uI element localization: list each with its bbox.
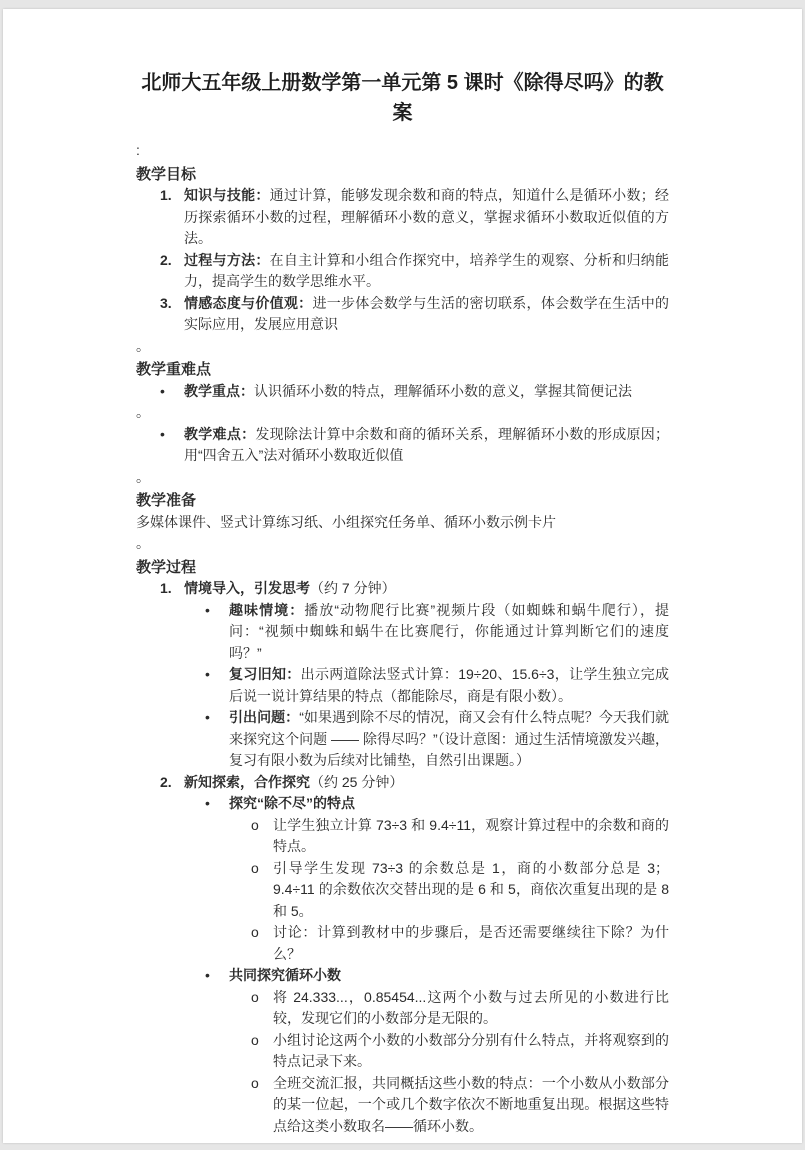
circle-marker: o (251, 859, 259, 876)
item-text: 小组讨论这两个小数的小数部分分别有什么特点，并将观察到的特点记录下来。 (273, 1031, 669, 1069)
item-text: 让学生独立计算 73÷3 和 9.4÷11，观察计算过程中的余数和商的特点。 (273, 816, 669, 854)
list-number: 2. (160, 251, 172, 268)
heading-preparation: 教学准备 (136, 492, 197, 509)
step-duration: （约 25 分钟） (310, 773, 404, 790)
bullet-list-item (136, 381, 669, 403)
item-lead: 复习旧知： (229, 666, 301, 682)
bullet-list-item (136, 664, 669, 707)
document-content (3, 9, 802, 1143)
bullet-list-item (136, 707, 669, 772)
heading-key-points: 教学重难点 (136, 361, 212, 378)
stray-colon: : (136, 142, 140, 158)
sub-list-item (136, 815, 669, 858)
bullet-marker: • (160, 382, 165, 399)
bullet-list-item (136, 965, 669, 987)
item-lead: 探究“除不尽”的特点 (229, 795, 355, 811)
period-mark: 。 (136, 468, 150, 485)
step-number: 2. (160, 773, 172, 790)
circle-marker: o (251, 988, 259, 1005)
process-step (136, 772, 669, 794)
sub-list-item (136, 1073, 669, 1138)
circle-marker: o (251, 1074, 259, 1091)
numbered-list-item (136, 185, 669, 250)
item-text: 在自主计算和小组合作探究中，培养学生的观察、分析和归纳能力，提高学生的数学思维水平。 (184, 251, 670, 289)
period-mark: 。 (136, 404, 150, 420)
process-step (136, 578, 669, 600)
item-text: 引导学生发现 73÷3 的余数总是 1，商的小数部分总是 3；9.4÷11 的余数依次交替出现的是 6 和 5，商依次重复出现的是 8 和 5。 (273, 859, 669, 919)
bullet-marker: • (160, 425, 165, 442)
document-title: 北师大五年级上册数学第一单元第 5 课时《除得尽吗》的教案 (141, 72, 664, 124)
bullet-list-item (136, 600, 669, 665)
bullet-marker: • (205, 666, 210, 682)
sub-list-item (136, 987, 669, 1030)
item-lead: 知识与技能： (184, 187, 270, 203)
step-duration: （约 7 分钟） (310, 580, 396, 596)
item-text: 通过计算，能够发现余数和商的特点，知道什么是循环小数；经历探索循环小数的过程，理解循环小数的意义，掌握求循环小数取近似值的方法。 (184, 187, 670, 246)
item-text: 将 24.333...，0.85454...这两个小数与过去所见的小数进行比较，发现它们的小数部分是无限的。 (273, 988, 669, 1026)
item-lead: 情感态度与价值观： (184, 294, 313, 311)
numbered-list-item (136, 293, 669, 336)
sub-list-item (136, 922, 669, 965)
item-text: 播放“动物爬行比赛”视频片段（如蜘蛛和蜗牛爬行），提问：“视频中蜘蛛和蜗牛在比赛爬行，你能通过计算判断它们的速度吗？” (229, 601, 669, 661)
sub-list-item (136, 1030, 669, 1073)
item-text: “如果遇到除不尽的情况，商又会有什么特点呢？今天我们就来探究这个问题 —— 除得尽吗？”（设计意图：通过生活情境激发兴趣，复习有限小数为后续对比铺垫，自然引出课题。） (229, 709, 669, 768)
item-text: 发现除法计算中余数和商的循环关系，理解循环小数的形成原因；用“四舍五入”法对循环小数取近似值 (184, 425, 670, 463)
step-number: 1. (160, 580, 172, 596)
bullet-list-item (136, 793, 669, 815)
bullet-marker: • (205, 795, 210, 811)
item-lead: 过程与方法： (184, 251, 270, 268)
list-number: 3. (160, 294, 172, 311)
heading-teaching-goals: 教学目标 (136, 165, 197, 183)
item-text: 进一步体会数学与生活的密切联系，体会数学在生活中的实际应用，发展应用意识 (184, 294, 670, 332)
step-title: 新知探索，合作探究 (184, 773, 310, 790)
period-mark: 。 (136, 337, 150, 354)
item-lead: 引出问题： (229, 709, 300, 725)
item-text: 全班交流汇报，共同概括这些小数的特点：一个小数从小数部分的某一位起，一个或几个数字依次不断地重复出现。根据这些特点给这类小数取名——循环小数。 (273, 1074, 669, 1134)
item-lead: 教学重点： (184, 382, 254, 399)
item-text: 出示两道除法竖式计算：19÷20、15.6÷3，让学生独立完成后说一说计算结果的特点（都能除尽，商是有限小数）。 (229, 666, 670, 704)
heading-process: 教学过程 (136, 558, 197, 576)
circle-marker: o (251, 1031, 259, 1048)
item-lead: 共同探究循环小数 (229, 967, 341, 983)
item-lead: 趣味情境： (229, 601, 305, 618)
circle-marker: o (251, 816, 259, 833)
bullet-marker: • (205, 601, 210, 618)
period-mark: 。 (136, 535, 150, 551)
numbered-list-item (136, 250, 669, 293)
item-text: 讨论：计算到教材中的步骤后，是否还需要继续往下除？为什么？ (273, 924, 669, 962)
document-page (3, 9, 802, 1143)
list-number: 1. (160, 187, 172, 203)
bullet-marker: • (205, 709, 210, 725)
bullet-marker: • (205, 967, 210, 983)
preparation-text: 多媒体课件、竖式计算练习纸、小组探究任务单、循环小数示例卡片 (136, 513, 556, 530)
step-title: 情境导入，引发思考 (184, 580, 310, 596)
item-text: 认识循环小数的特点，理解循环小数的意义，掌握其简便记法 (254, 382, 632, 399)
circle-marker: o (251, 924, 259, 940)
item-lead: 教学难点： (184, 425, 256, 442)
sub-list-item (136, 858, 669, 923)
bullet-list-item (136, 424, 669, 467)
